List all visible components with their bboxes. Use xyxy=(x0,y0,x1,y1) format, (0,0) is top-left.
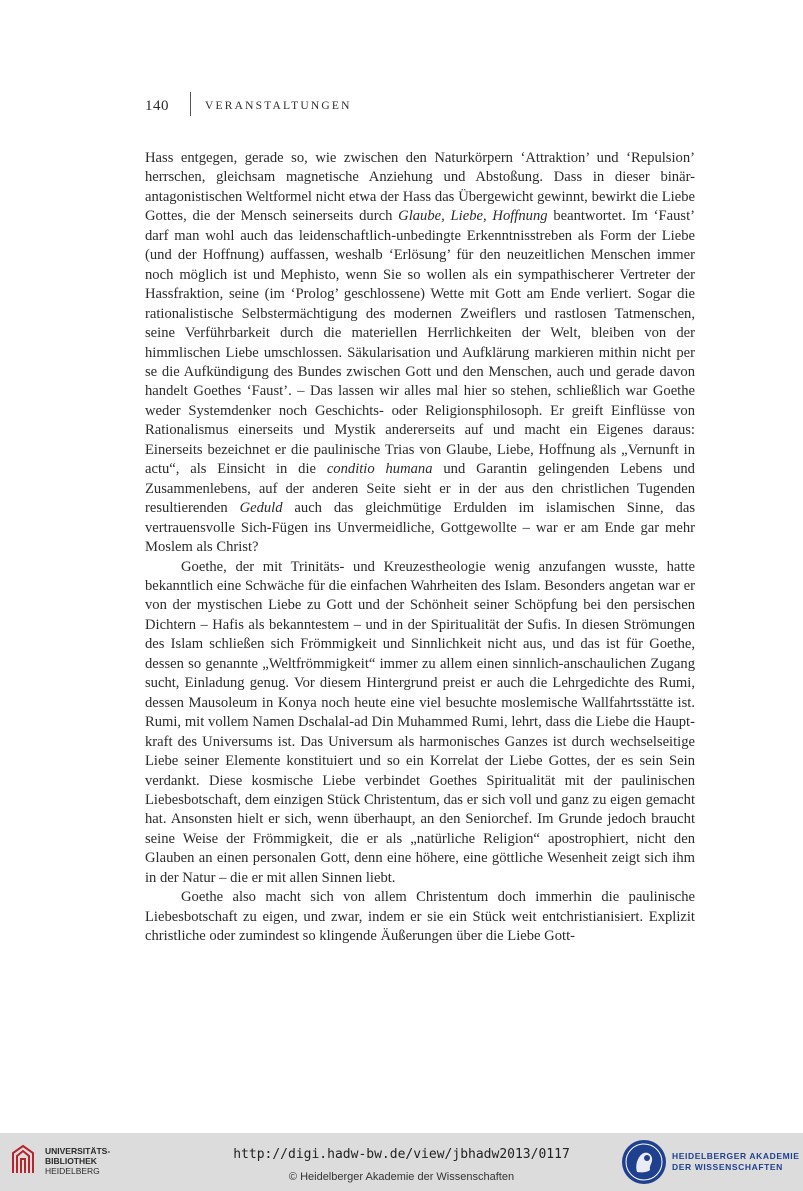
academy-name-line: DER WISSENSCHAFTEN xyxy=(672,1162,783,1172)
academy-name xyxy=(672,1151,800,1173)
italic-run: Glaube, Liebe, Hoffnung xyxy=(398,208,548,225)
academy-seal-icon[interactable] xyxy=(620,1138,668,1186)
italic-run: Geduld xyxy=(239,500,283,517)
body-text xyxy=(145,149,695,947)
footer-bar xyxy=(0,1133,803,1191)
academy-name-line: HEIDELBERGER AKADEMIE xyxy=(672,1151,800,1161)
text-run: Hass entgegen, gerade so, wie zwischen den Naturkörpern ‘Attraktion’ und ‘Repulsion’ herrschen, gleichsam magnetische Anziehung und Abstoßung. Dass in dieser binär-antagonistischen Weltformel nicht etwa der Hass das Übergewicht gewinnt, bewirkt die Liebe Gottes, die der Mensch seinerseits durch xyxy=(145,150,695,225)
page-header xyxy=(145,92,705,118)
text-run: beantwortet. Im ‘Faust’ darf man wohl auch das leidenschaftlich-unbedingte Erkenntnisstreben als Form der Liebe (und der Hoffnung) auffassen, weshalb ‘Erlösung’ für den neuzeitlichen Menschen immer noch möglich ist und Mephisto, wenn Sie so wollen als ein sympathischerer Vertreter der Hassfraktion, seine (im ‘Prolog’ geschlossene) Wette mit Gott am Ende verliert. Sogar die rationalistische Selbstermächtigung des modernen Zweiflers und rastlosen Tatmenschen, seine Verführbarkeit durch die materiellen Herrlichkeiten der Welt, bleiben von der himmlischen Liebe umschlossen. Säkularisation und Aufklärung markieren mithin nicht per se die Aufkündigung des Bundes zwischen Gott und den Menschen, auch und gerade davon handelt Goethes ‘Faust’. – Das lassen wir alles mal hier so stehen, schließlich war Goethe weder Systemdenker noch Geschichts- oder Religionsphilosoph. Er greift Einflüsse von Rationalismus einerseits und Mystik andererseits auf und macht ein Eigenes daraus: Einerseits bezeichnet er die paulinische Trias von Glaube, Liebe, Hoffnung als „Vernunft in actu“, als Einsicht in die xyxy=(145,208,695,478)
text-run: Goethe, der mit Trinitäts- und Kreuzestheologie wenig anzufangen wusste, hatte bekanntlich eine Schwäche für die einfachen Wahrheiten des Islam. Besonders angetan war er von der mystischen Liebe zu Gott und der Schönheit seiner Schöpfung bei den persischen Dichtern – Hafis als bekanntestem – und in der Spiritualität der Sufis. In diesen Strömungen des Islam schließen sich Frömmigkeit und Sinnlichkeit nicht aus, und das ist für Goethe, dessen so genannte „Weltfrömmigkeit“ immer zu allem einen sinnlich-anschaulichen Zugang sucht, Einladung genug. Vor diesem Hintergrund preist er auch die Lehrgedichte des Rumi, dessen Mausoleum in Konya noch heute eine viel besuchte moslemische Wallfahrtsstätte ist. Rumi, mit vollem Namen Dschalal-ad Din Muhammed Rumi, lehrt, dass die Liebe die Hauptkraft des Universums ist. Das Universum als harmonisches Ganzes ist durch wechselseitige Liebe seiner Elemente konstituiert und so ein Korrelat der Liebe Gottes, der es sein Sein verdankt. Diese kosmische Liebe verbindet Goethes Spiritualität mit der paulinischen Liebesbotschaft, dem einzigen Stück Christentum, das er sich voll und ganz zu eigen gemacht hat. Ansonsten hielt er sich, wenn überhaupt, an den Seniorchef. Im Grunde jedoch braucht seine Weise der Frömmigkeit, die er als „natürliche Religion“ apostrophiert, nicht den Glauben an einen personalen Gott, denn eine höhere, eine göttliche Wesenheit zeigt sich ihm in der Natur – die er mit allen Sinnen liebt. xyxy=(145,558,695,886)
header-divider xyxy=(190,92,191,116)
paragraph-3 xyxy=(145,888,695,946)
text-run: auch das gleichmütige Erdulden im islamischen Sinne, das vertrauensvolle Sich-Fügen ins Unvermeidliche, Gottgewollte – war er am Ende gar mehr Moslem als Christ? xyxy=(145,500,695,556)
library-name-line: HEIDELBERG xyxy=(45,1166,100,1176)
page-number: 140 xyxy=(145,98,169,114)
copyright-notice: © Heidelberger Akademie der Wissenschaften xyxy=(288,1171,515,1183)
paragraph-2 xyxy=(145,558,695,889)
paragraph-1 xyxy=(145,149,695,558)
library-name-line: BIBLIOTHEK xyxy=(45,1156,97,1166)
italic-run: conditio humana xyxy=(326,461,433,478)
text-run: und Garantin gelingenden Lebens und Zusammenlebens, auf der anderen Seite sieht er in der aus den christlichen Tugenden resultierenden xyxy=(145,461,695,517)
permalink[interactable]: http://digi.hadw-bw.de/view/jbhadw2013/0117 xyxy=(233,1147,570,1162)
running-head: VERANSTALTUNGEN xyxy=(205,100,352,112)
library-name-line: UNIVERSITÄTS- xyxy=(45,1146,111,1156)
text-run: Goethe also macht sich von allem Christentum doch immerhin die paulinische Liebesbotschaft zu eigen, und zwar, indem er sie ein Stück weit entchristianisiert. Explizit christliche oder zumindest so klingende Äußerungen über die Liebe Gott- xyxy=(145,889,695,945)
